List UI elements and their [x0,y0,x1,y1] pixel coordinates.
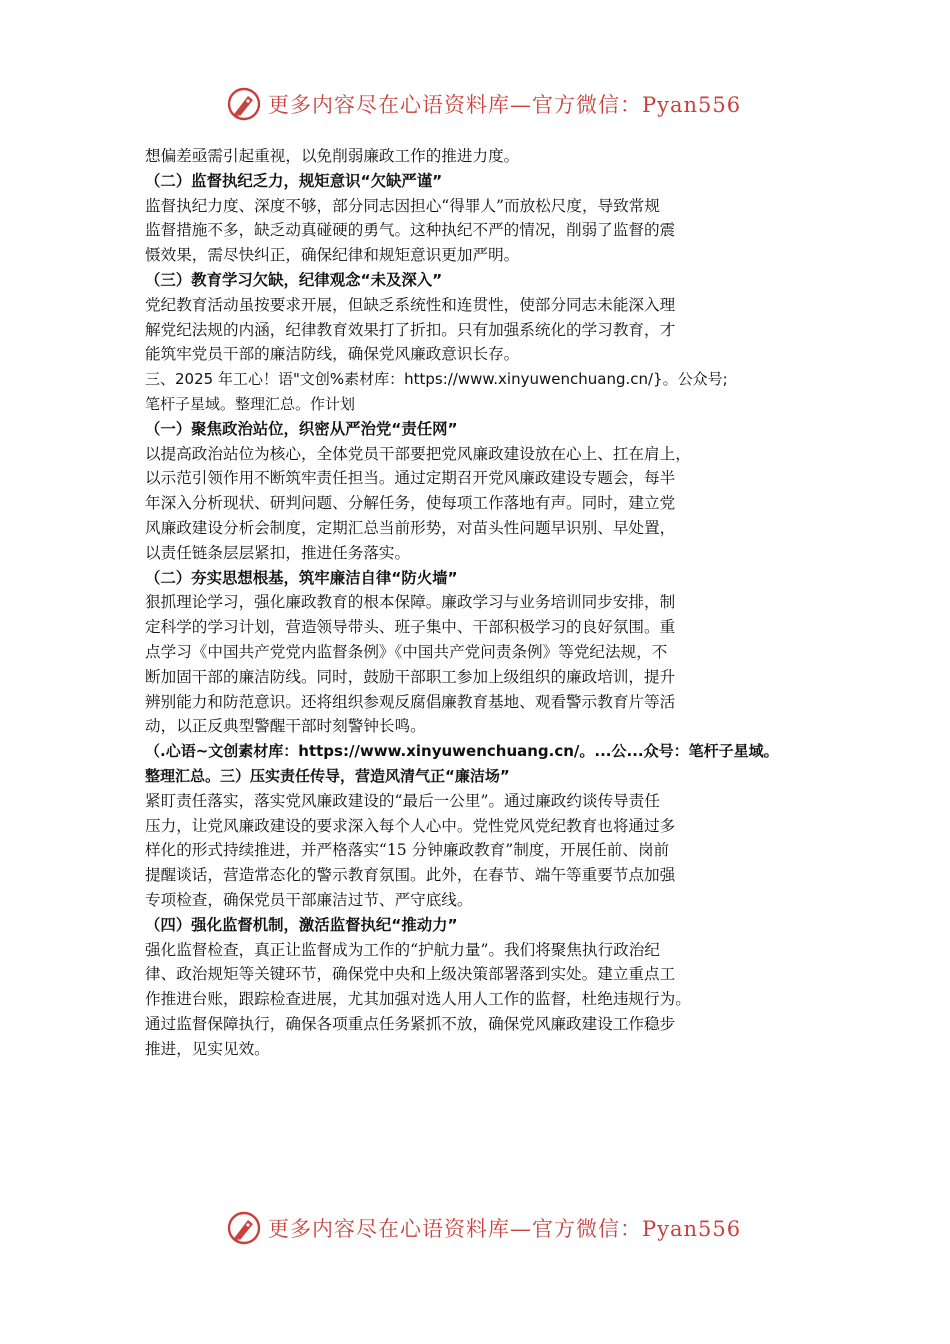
paragraph-line: 笔杆子星域。整理汇总。作计划 [145,394,356,413]
section-heading: （.心语~文创素材库：https://www.xinyuwenchuang.cn/。...公...众号：笔杆子星域。 [145,742,779,761]
paragraph-line: 推进，见实见效。 [145,1039,270,1058]
paragraph-line: 风廉政建设分析会制度，定期汇总当前形势，对苗头性问题早识别、早处置， [145,518,676,537]
paragraph-line: 以提高政治站位为核心，全体党员干部要把党风廉政建设放在心上、扛在肩上， [145,444,691,463]
header-banner [226,84,746,124]
paragraph-line: 监督措施不多，缺乏动真碰硬的勇气。这种执纪不严的情况，削弱了监督的震 [145,221,676,240]
paragraph-line: 狠抓理论学习，强化廉政教育的根本保障。廉政学习与业务培训同步安排，制 [145,593,676,612]
paragraph-line: 能筑牢党员干部的廉洁防线，确保党风廉政意识长存。 [145,345,520,364]
paragraph-line: 党纪教育活动虽按要求开展，但缺乏系统性和连贯性，使部分同志未能深入理 [145,295,676,314]
paragraph-line: 专项检查，确保党员干部廉洁过节、严守底线。 [145,890,473,909]
paragraph-line: 动，以正反典型警醒干部时刻警钟长鸣。 [145,717,426,736]
paragraph-line: 年深入分析现状、研判问题、分解任务，使每项工作落地有声。同时，建立党 [145,494,676,513]
paragraph-line: 律、政治规矩等关键环节，确保党中央和上级决策部署落到实处。建立重点工 [145,965,676,984]
footer-banner [226,1208,746,1248]
paragraph-line: 定科学的学习计划，营造领导带头、班子集中、干部积极学习的良好氛围。重 [145,618,676,637]
paragraph-line: 作推进台账，跟踪检查进展，尤其加强对选人用人工作的监督，杜绝违规行为。 [145,990,691,1009]
paragraph-line: 辨别能力和防范意识。还将组织参观反腐倡廉教育基地、观看警示教育片等活 [145,692,676,711]
paragraph-line: 三、2025 年工心！语"文创%素材库：https://www.xinyuwenchuang.cn/}。公众号; [145,370,728,389]
header-banner-text: 更多内容尽在心语资料库—官方微信：Pyan556 [268,93,742,117]
paragraph-line: 解党纪法规的内涵，纪律教育效果打了折扣。只有加强系统化的学习教育，才 [145,320,676,339]
pen-nib-logo-icon [226,1210,262,1246]
paragraph-line: 提醒谈话，营造常态化的警示教育氛围。此外，在春节、端午等重要节点加强 [145,866,676,885]
paragraph-line: 断加固干部的廉洁防线。同时，鼓励干部职工参加上级组织的廉政培训，提升 [145,667,676,686]
footer-banner-text: 更多内容尽在心语资料库—官方微信：Pyan556 [268,1217,742,1241]
section-heading: （二）夯实思想根基，筑牢廉洁自律“防火墙” [145,568,458,587]
paragraph-line: 慑效果，需尽快纠正，确保纪律和规矩意识更加严明。 [145,246,520,265]
paragraph-line: 以责任链条层层紧扣，推进任务落实。 [145,543,411,562]
paragraph-line: 以示范引领作用不断筑牢责任担当。通过定期召开党风廉政建设专题会，每半 [145,469,676,488]
paragraph-line: 点学习《中国共产党党内监督条例》《中国共产党问责条例》等党纪法规，不 [145,642,668,661]
section-heading: （四）强化监督机制，激活监督执纪“推动力” [145,915,458,934]
section-heading: 整理汇总。三）压实责任传导，营造风清气正“廉洁场” [145,766,510,785]
section-heading: （一）聚焦政治站位，织密从严治党“责任网” [145,419,458,438]
paragraph-line: 样化的形式持续推进，并严格落实“15 分钟廉政教育”制度，开展任前、岗前 [145,841,670,860]
section-heading: （三）教育学习欠缺，纪律观念“未及深入” [145,270,443,289]
paragraph-line: 监督执纪力度、深度不够，部分同志因担心“得罪人”而放松尺度，导致常规 [145,196,660,215]
paragraph-line: 通过监督保障执行，确保各项重点任务紧抓不放，确保党风廉政建设工作稳步 [145,1014,676,1033]
pen-nib-logo-icon [226,86,262,122]
section-heading: （二）监督执纪乏力，规矩意识“欠缺严谨” [145,171,443,190]
paragraph-line: 压力，让党风廉政建设的要求深入每个人心中。党性党风党纪教育也将通过多 [145,816,676,835]
paragraph-line: 强化监督检查，真正让监督成为工作的“护航力量”。我们将聚焦执行政治纪 [145,940,660,959]
paragraph-line: 紧盯责任落实，落实党风廉政建设的“最后一公里”。通过廉政约谈传导责任 [145,791,660,810]
document-body [145,144,825,1061]
paragraph-line: 想偏差亟需引起重视，以免削弱廉政工作的推进力度。 [145,147,520,165]
